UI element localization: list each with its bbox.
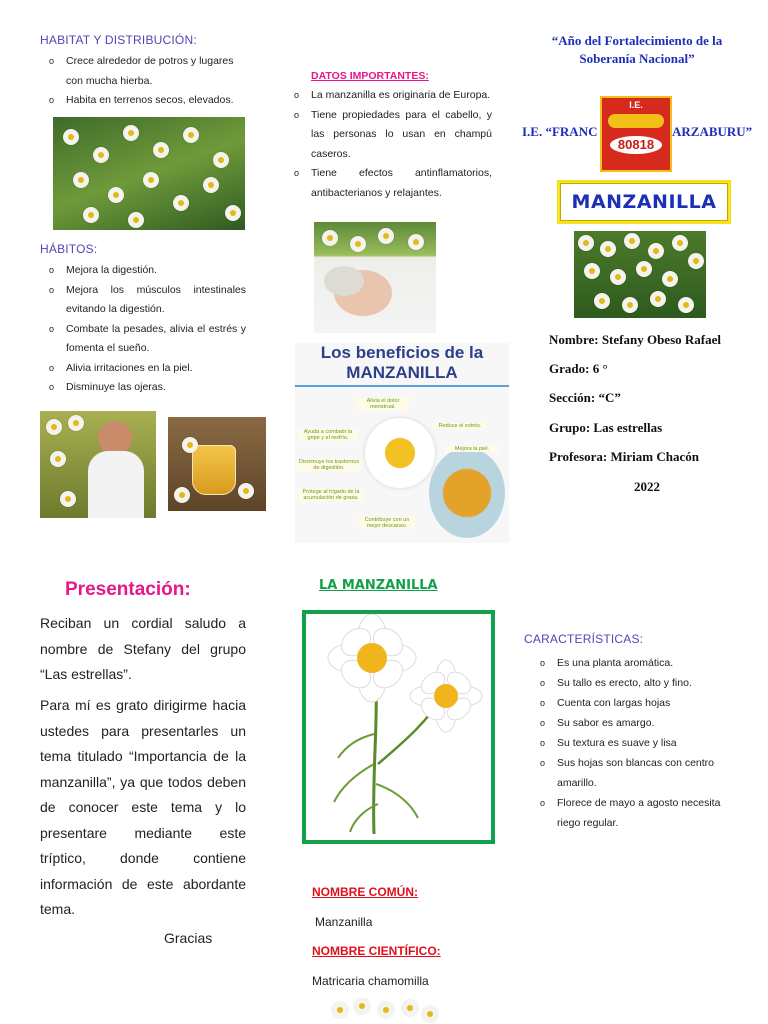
list-item: o Crece alrededor de potros y lugares con mucha hierba. <box>40 52 250 91</box>
common-name-value: Manzanilla <box>315 915 373 929</box>
list-item: o Tiene efectos antinflamatorios, antibacterianos y relajantes. <box>285 164 492 203</box>
habitat-list <box>40 52 250 111</box>
list-item: o Mejora la digestión. <box>40 261 246 281</box>
habitos-title: HÁBITOS: <box>40 242 98 256</box>
habitat-title: HABITAT Y DISTRIBUCIÓN: <box>40 33 197 47</box>
woman-sleeping-photo <box>314 222 436 333</box>
list-item: o Es una planta aromática. <box>531 653 739 673</box>
chamomile-field-photo <box>53 117 245 230</box>
school-name-right: ARZABURU” <box>672 124 753 139</box>
infographic-label: Mejora la piel. <box>445 446 499 452</box>
infographic-label: Ayuda a combatir la gripe y el resfrío. <box>299 429 357 441</box>
chamomile-tea-photo <box>168 417 266 511</box>
infographic-label: Alivia el dolor menstrual. <box>357 398 409 410</box>
infographic-title-line1: Los beneficios de la <box>320 343 484 362</box>
stomach-ache-photo <box>40 411 156 518</box>
list-item: o Su tallo es erecto, alto y fino. <box>531 673 739 693</box>
student-grade: Grado: 6 ° <box>549 361 608 376</box>
motto-line1: “Año del Fortalecimiento de la <box>551 33 723 48</box>
student-section: Sección: “C” <box>549 390 621 405</box>
presentation-paragraph-1: Reciban un cordial saludo a nombre de Stefany del grupo “Las estrellas”. <box>40 615 246 682</box>
datos-title: DATOS IMPORTANTES: <box>311 70 429 82</box>
chamomile-sprig-photo <box>326 998 442 1024</box>
scientific-name-value: Matricaria chamomilla <box>312 974 429 988</box>
presentation-paragraph-2: Para mí es grato dirigirme hacia ustedes para presentarles un tema titulado “Importancia de la manzanilla”, ya que todos deben de conocer este tema y lo presentare mediante este tríptico, donde contiene información de este abordante tema. <box>40 697 246 917</box>
logo-number: 80818 <box>610 136 662 154</box>
logo-ie-text: I.E. <box>629 100 643 110</box>
chamomile-flowers-photo <box>574 231 706 318</box>
list-item: o La manzanilla es originaria de Europa. <box>285 86 492 106</box>
list-item: o Su sabor es amargo. <box>531 713 739 733</box>
chamomile-plant-illustration <box>302 610 495 844</box>
school-logo <box>600 96 672 172</box>
list-item: o Tiene propiedades para el cabello, y las personas lo usan en champú caseros. <box>285 106 492 165</box>
datos-list <box>285 86 492 203</box>
list-item: o Su textura es suave y lisa <box>531 733 739 753</box>
cover-title: MANZANILLA <box>571 191 717 213</box>
infographic-label: Contribuye con un mejor descanso. <box>359 517 415 529</box>
presentation-title: Presentación: <box>65 579 191 600</box>
caracteristicas-list <box>531 653 739 833</box>
infographic-label: Reduce el estrés. <box>433 423 487 429</box>
list-item: o Cuenta con largas hojas <box>531 693 739 713</box>
habitos-list <box>40 261 246 398</box>
infographic-label: Disminuye los trastornos de digestión. <box>298 459 360 471</box>
teacher-name: Profesora: Miriam Chacón <box>549 449 699 464</box>
student-group: Grupo: Las estrellas <box>549 420 663 435</box>
list-item: o Mejora los músculos intestinales evitando la digestión. <box>40 281 246 320</box>
list-item: o Sus hojas son blancas con centro amarillo. <box>531 753 739 793</box>
list-item: o Florece de mayo a agosto necesita riego regular. <box>531 793 739 833</box>
caracteristicas-title: CARACTERÍSTICAS: <box>524 632 644 646</box>
presentation-thanks: Gracias <box>164 930 213 946</box>
la-manzanilla-title: LA MANZANILLA <box>319 578 438 593</box>
scientific-name-title: NOMBRE CIENTÍFICO: <box>312 944 441 958</box>
list-item: o Disminuye las ojeras. <box>40 378 246 398</box>
common-name-title: NOMBRE COMÚN: <box>312 885 418 899</box>
cover-year: 2022 <box>634 479 660 494</box>
infographic-label: Protege al hígado de la acumulación de grasa. <box>299 489 363 501</box>
list-item: o Habita en terrenos secos, elevados. <box>40 91 250 111</box>
infographic-title-line2: MANZANILLA <box>346 363 458 382</box>
motto-line2: Soberanía Nacional” <box>579 51 695 66</box>
school-name-left: I.E. “FRANC <box>522 124 598 139</box>
student-name: Nombre: Stefany Obeso Rafael <box>549 332 721 347</box>
cover-title-banner <box>557 180 731 224</box>
list-item: o Alivia irritaciones en la piel. <box>40 359 246 379</box>
list-item: o Combate la pesades, alivia el estrés y fomenta el sueño. <box>40 320 246 359</box>
benefits-infographic <box>295 343 509 543</box>
